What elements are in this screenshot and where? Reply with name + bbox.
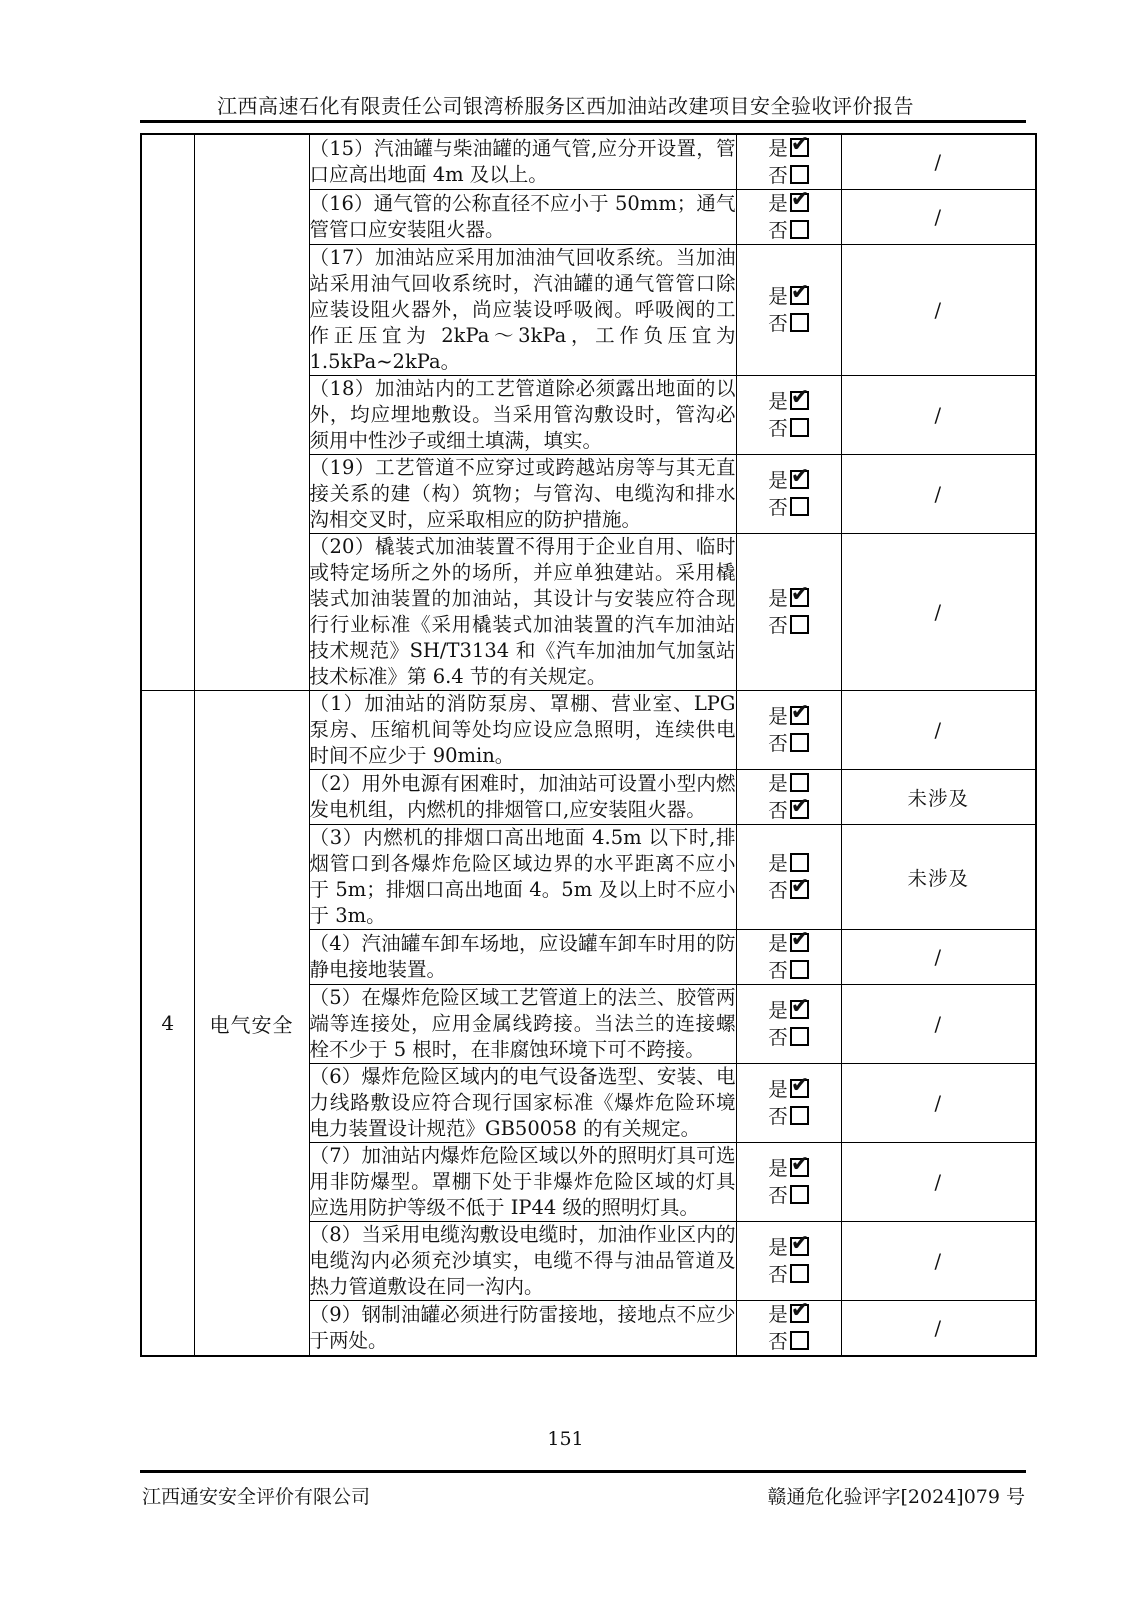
yes-no-cell (736, 376, 841, 455)
yes-option (737, 930, 841, 957)
yes-no-cell (736, 691, 841, 770)
yes-checkbox (790, 588, 809, 607)
yes-no-cell (736, 1064, 841, 1143)
yes-checkbox (790, 706, 809, 725)
no-label: 否 (768, 799, 788, 822)
result-cell: / (841, 245, 1036, 376)
no-label: 否 (768, 417, 788, 440)
yes-no-cell (736, 134, 841, 190)
no-checkbox (790, 1027, 809, 1046)
no-option (737, 162, 841, 189)
yes-label: 是 (768, 1157, 788, 1180)
no-checkbox (790, 1331, 809, 1350)
requirement-text: （15）汽油罐与柴油罐的通气管,应分开设置，管口应高出地面 4m 及以上。 (309, 134, 736, 190)
page-number: 151 (547, 1428, 584, 1450)
no-label: 否 (768, 219, 788, 242)
yes-no-cell (736, 825, 841, 930)
yes-checkbox (790, 773, 809, 792)
no-option (737, 1182, 841, 1209)
requirement-text: （9）钢制油罐必须进行防雷接地，接地点不应少于两处。 (309, 1301, 736, 1357)
result-cell: 未涉及 (841, 770, 1036, 825)
yes-option (737, 1155, 841, 1182)
no-checkbox (790, 220, 809, 239)
requirement-text: （16）通气管的公称直径不应小于 50mm；通气管管口应安装阻火器。 (309, 190, 736, 245)
page-header-title: 江西高速石化有限责任公司银湾桥服务区西加油站改建项目安全验收评价报告 (217, 94, 914, 118)
yes-label: 是 (768, 469, 788, 492)
yes-label: 是 (768, 137, 788, 160)
result-cell: / (841, 1064, 1036, 1143)
section-index: 4 (141, 691, 194, 1357)
no-option (737, 415, 841, 442)
requirement-text: （8）当采用电缆沟敷设电缆时，加油作业区内的电缆沟内必须充沙填实，电缆不得与油品管道及热力管道敷设在同一沟内。 (309, 1222, 736, 1301)
no-label: 否 (768, 1026, 788, 1049)
yes-label: 是 (768, 772, 788, 795)
no-option (737, 957, 841, 984)
yes-no-cell (736, 770, 841, 825)
section-category: 电气安全 (194, 691, 309, 1357)
yes-checkbox (790, 1237, 809, 1256)
no-label: 否 (768, 1105, 788, 1128)
yes-option (737, 850, 841, 877)
no-checkbox (790, 1264, 809, 1283)
requirement-text: （2）用外电源有困难时，加油站可设置小型内燃发电机组，内燃机的排烟管口,应安装阻火器。 (309, 770, 736, 825)
result-cell: / (841, 1143, 1036, 1222)
no-label: 否 (768, 614, 788, 637)
section-category (194, 134, 309, 691)
no-option (737, 1103, 841, 1130)
yes-option (737, 997, 841, 1024)
no-checkbox (790, 165, 809, 184)
no-checkbox (790, 313, 809, 332)
yes-no-cell (736, 1222, 841, 1301)
footer-company: 江西通安安全评价有限公司 (142, 1486, 371, 1508)
result-cell: / (841, 1301, 1036, 1357)
result-cell: / (841, 985, 1036, 1064)
yes-no-cell (736, 455, 841, 534)
yes-option (737, 190, 841, 217)
no-label: 否 (768, 312, 788, 335)
yes-no-cell (736, 1301, 841, 1357)
no-checkbox (790, 1185, 809, 1204)
yes-label: 是 (768, 705, 788, 728)
yes-option (737, 1234, 841, 1261)
header-rule (140, 120, 1026, 123)
yes-checkbox (790, 1158, 809, 1177)
yes-checkbox (790, 1000, 809, 1019)
no-label: 否 (768, 164, 788, 187)
yes-checkbox (790, 138, 809, 157)
no-label: 否 (768, 879, 788, 902)
yes-checkbox (790, 391, 809, 410)
result-cell: / (841, 134, 1036, 190)
no-checkbox (790, 733, 809, 752)
yes-no-cell (736, 985, 841, 1064)
no-checkbox (790, 960, 809, 979)
yes-label: 是 (768, 1303, 788, 1326)
yes-label: 是 (768, 932, 788, 955)
no-label: 否 (768, 1263, 788, 1286)
requirement-text: （18）加油站内的工艺管道除必须露出地面的以外，均应埋地敷设。当采用管沟敷设时，管沟必须用中性沙子或细土填满，填实。 (309, 376, 736, 455)
no-checkbox (790, 497, 809, 516)
yes-no-cell (736, 245, 841, 376)
result-cell: / (841, 455, 1036, 534)
result-cell: / (841, 190, 1036, 245)
no-checkbox (790, 1106, 809, 1125)
yes-option (737, 585, 841, 612)
footer-report-number: 赣通危化验评字[2024]079 号 (767, 1486, 1025, 1508)
no-option (737, 217, 841, 244)
no-option (737, 1328, 841, 1355)
requirement-text: （20）橇装式加油装置不得用于企业自用、临时或特定场所之外的场所，并应单独建站。采用橇装式加油装置的加油站，其设计与安装应符合现行行业标准《采用橇装式加油装置的汽车加油站技术规范》SH/T3134 和《汽车加油加气加氢站技术标准》第 6.4 节的有关规定。 (309, 534, 736, 691)
no-option (737, 730, 841, 757)
yes-no-cell (736, 190, 841, 245)
no-option (737, 797, 841, 824)
yes-label: 是 (768, 852, 788, 875)
yes-option (737, 1301, 841, 1328)
no-option (737, 494, 841, 521)
result-cell: / (841, 930, 1036, 985)
yes-checkbox (790, 1304, 809, 1323)
safety-checklist-table (140, 133, 1037, 1357)
no-option (737, 877, 841, 904)
no-label: 否 (768, 1184, 788, 1207)
yes-label: 是 (768, 587, 788, 610)
yes-label: 是 (768, 192, 788, 215)
yes-no-cell (736, 1143, 841, 1222)
result-cell: / (841, 376, 1036, 455)
yes-option (737, 770, 841, 797)
no-option (737, 1024, 841, 1051)
yes-checkbox (790, 853, 809, 872)
no-label: 否 (768, 959, 788, 982)
requirement-text: （7）加油站内爆炸危险区域以外的照明灯具可选用非防爆型。罩棚下处于非爆炸危险区域的灯具应选用防护等级不低于 IP44 级的照明灯具。 (309, 1143, 736, 1222)
requirement-text: （17）加油站应采用加油油气回收系统。当加油站采用油气回收系统时，汽油罐的通气管管口除应装设阻火器外，尚应装设呼吸阀。呼吸阀的工作正压宜为 2kPa～3kPa，工作负压宜为 1.5kPa~2kPa。 (309, 245, 736, 376)
yes-label: 是 (768, 1236, 788, 1259)
requirement-text: （4）汽油罐车卸车场地，应设罐车卸车时用的防静电接地装置。 (309, 930, 736, 985)
yes-no-cell (736, 534, 841, 691)
footer-rule (140, 1470, 1026, 1473)
yes-label: 是 (768, 390, 788, 413)
no-checkbox (790, 615, 809, 634)
requirement-text: （3）内燃机的排烟口高出地面 4.5m 以下时,排烟管口到各爆炸危险区域边界的水平距离不应小于 5m；排烟口高出地面 4。5m 及以上时不应小于 3m。 (309, 825, 736, 930)
no-checkbox (790, 418, 809, 437)
no-checkbox (790, 880, 809, 899)
yes-checkbox (790, 193, 809, 212)
yes-option (737, 388, 841, 415)
yes-option (737, 1076, 841, 1103)
yes-option (737, 283, 841, 310)
yes-no-cell (736, 930, 841, 985)
yes-checkbox (790, 470, 809, 489)
table-row (141, 134, 1036, 190)
result-cell: / (841, 1222, 1036, 1301)
no-option (737, 310, 841, 337)
no-label: 否 (768, 1330, 788, 1353)
yes-label: 是 (768, 999, 788, 1022)
no-label: 否 (768, 732, 788, 755)
yes-checkbox (790, 1079, 809, 1098)
no-option (737, 1261, 841, 1288)
yes-checkbox (790, 286, 809, 305)
yes-label: 是 (768, 285, 788, 308)
table-row (141, 691, 1036, 770)
yes-option (737, 703, 841, 730)
yes-option (737, 135, 841, 162)
yes-option (737, 467, 841, 494)
yes-checkbox (790, 933, 809, 952)
requirement-text: （1）加油站的消防泵房、罩棚、营业室、LPG 泵房、压缩机间等处均应设应急照明，连续供电时间不应少于 90min。 (309, 691, 736, 770)
section-index (141, 134, 194, 691)
requirement-text: （19）工艺管道不应穿过或跨越站房等与其无直接关系的建（构）筑物；与管沟、电缆沟和排水沟相交叉时，应采取相应的防护措施。 (309, 455, 736, 534)
no-checkbox (790, 800, 809, 819)
yes-label: 是 (768, 1078, 788, 1101)
result-cell: / (841, 691, 1036, 770)
no-label: 否 (768, 496, 788, 519)
result-cell: 未涉及 (841, 825, 1036, 930)
result-cell: / (841, 534, 1036, 691)
requirement-text: （6）爆炸危险区域内的电气设备选型、安装、电力线路敷设应符合现行国家标准《爆炸危险环境电力装置设计规范》GB50058 的有关规定。 (309, 1064, 736, 1143)
requirement-text: （5）在爆炸危险区域工艺管道上的法兰、胶管两端等连接处，应用金属线跨接。当法兰的连接螺栓不少于 5 根时，在非腐蚀环境下可不跨接。 (309, 985, 736, 1064)
no-option (737, 612, 841, 639)
